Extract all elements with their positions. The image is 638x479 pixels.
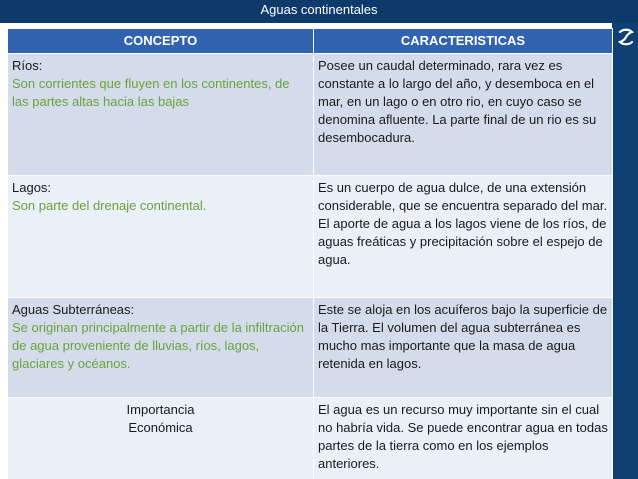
term-definition: Son parte del drenaje continental. xyxy=(12,198,207,213)
term-definition: Se originan principalmente a partir de la infiltración de agua proveniente de lluvias, ríos, lagos, glaciares y océanos. xyxy=(12,320,304,371)
table-row xyxy=(8,54,613,176)
table-row xyxy=(8,398,613,479)
side-panel xyxy=(612,23,638,479)
term-label: Aguas Subterráneas: xyxy=(12,302,135,317)
table-row xyxy=(8,298,613,398)
characteristic-cell: El agua es un recurso muy importante sin el cual no habría vida. Se puede encontrar agua en todas partes de la tierra como en los ejemplos anteriores. xyxy=(314,398,613,479)
concept-cell xyxy=(8,176,314,298)
slide-title: Aguas continentales xyxy=(260,2,378,17)
header-concepto: CONCEPTO xyxy=(8,29,314,54)
characteristic-cell: Este se aloja en los acuíferos bajo la superficie de la Tierra. El volumen del agua subterránea es mucho mas importante que la masa de agua retenida en lagos. xyxy=(314,298,613,398)
term-definition: Son corrientes que fluyen en los continentes, de las partes altas hacia las bajas xyxy=(12,76,290,109)
characteristic-cell: Posee un caudal determinado, rara vez es constante a lo largo del año, y desemboca en el mar, en un lago o en otro rio, en cuyo caso se denomina afluente. La parte final de un rio es su desembocadura. xyxy=(314,54,613,176)
concept-cell xyxy=(8,398,314,479)
concept-table xyxy=(7,28,613,479)
table-header-row xyxy=(8,29,613,54)
table-row xyxy=(8,176,613,298)
characteristic-cell: Es un cuerpo de agua dulce, de una extensión considerable, que se encuentra separado del mar. El aporte de agua a los lagos viene de los ríos, de aguas freáticas y precipitación sobre el espejo de agua. xyxy=(314,176,613,298)
term-label: Importancia Económica xyxy=(126,402,195,435)
logo-mark-icon xyxy=(617,28,635,46)
term-label: Ríos: xyxy=(12,58,43,73)
header-caracteristicas: CARACTERISTICAS xyxy=(314,29,613,54)
term-label: Lagos: xyxy=(12,180,52,195)
concept-cell xyxy=(8,54,314,176)
concept-cell xyxy=(8,298,314,398)
